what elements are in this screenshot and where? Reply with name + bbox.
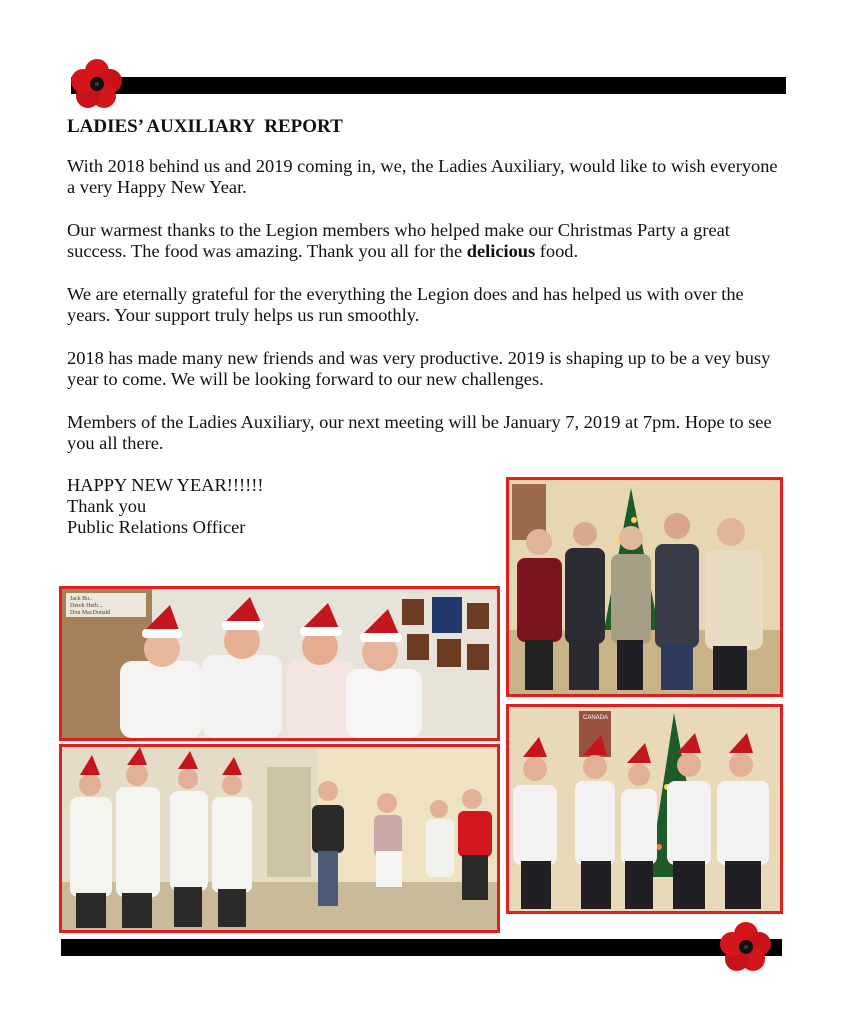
plaque-text: Derek Herb... [70, 603, 103, 609]
paragraph-text: Our warmest thanks to the Legion members who helped make our Christmas Party a great success. The food was amazing. Thank you all for the [67, 220, 730, 261]
flag-text: CANADA [583, 715, 609, 721]
closing-signature: Public Relations Officer [67, 517, 246, 537]
photo-santa-hats-group [59, 586, 500, 741]
paragraph-next-meeting: Members of the Ladies Auxiliary, our next meeting will be January 7, 2019 at 7pm. Hope to see you all there. [67, 412, 772, 453]
paragraph-new-year: With 2018 behind us and 2019 coming in, we, the Ladies Auxiliary, would like to wish everyone a very Happy New Year. [67, 156, 778, 197]
closing-thanks: Thank you [67, 496, 147, 516]
photo-auxiliary-group [506, 477, 783, 697]
photo-hall-group [59, 744, 500, 933]
paragraph-christmas-party [67, 220, 787, 262]
poppy-icon [719, 920, 773, 974]
photo-tree-santa-group [506, 704, 783, 914]
footer-divider-bar [61, 939, 782, 956]
emphasis-delicious: delicious [466, 241, 536, 261]
paragraph-text: food. [535, 241, 579, 261]
closing-block [67, 475, 263, 538]
plaque-text: Don MacDonald [70, 610, 111, 616]
report-title: LADIES’ AUXILIARY REPORT [67, 116, 343, 137]
closing-greeting: HAPPY NEW YEAR!!!!!! [67, 475, 264, 495]
plaque-text: Jack Bu.. [70, 596, 93, 602]
paragraph-new-friends: 2018 has made many new friends and was very productive. 2019 is shaping up to be a vey busy year to come. We will be looking forward to our new challenges. [67, 348, 771, 389]
poppy-icon [70, 57, 124, 111]
paragraph-gratitude: We are eternally grateful for the everything the Legion does and has helped us with over the years. Your support truly helps us run smoothly. [67, 284, 744, 325]
header-divider-bar [71, 77, 786, 94]
